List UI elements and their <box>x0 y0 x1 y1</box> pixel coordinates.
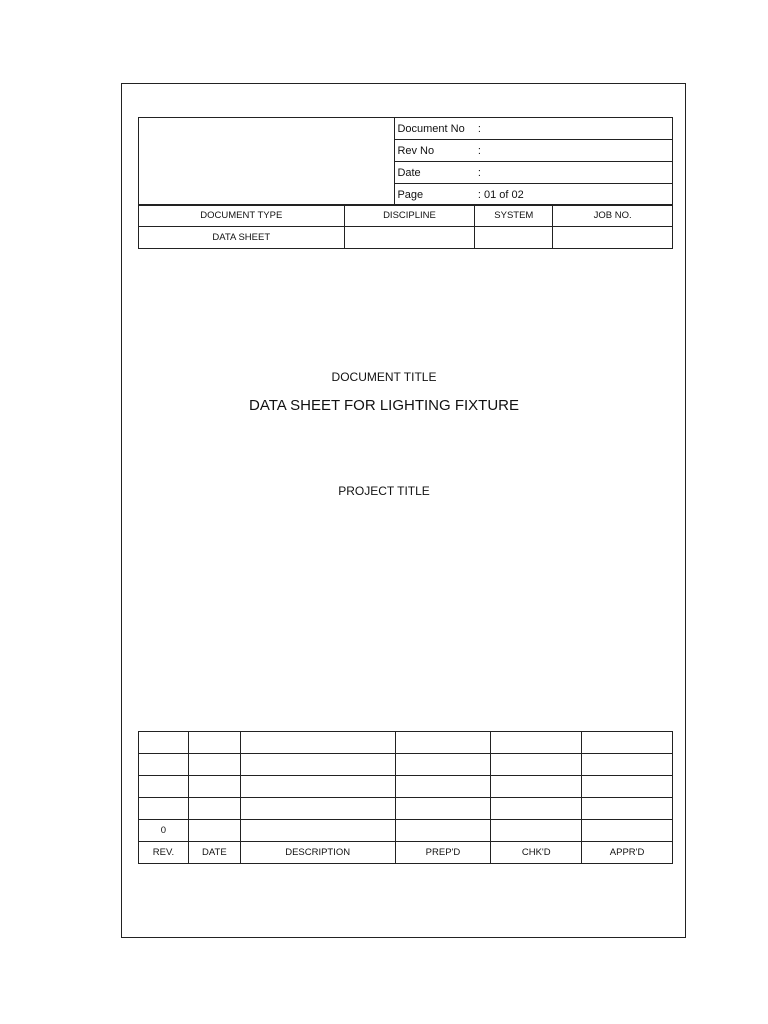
header-table <box>138 117 673 206</box>
prepd-cell <box>395 732 491 754</box>
apprd-header: APPR'D <box>582 842 673 864</box>
rev-cell <box>139 776 189 798</box>
revision-row <box>139 798 673 820</box>
page-value: : 01 of 02 <box>475 184 673 206</box>
date-cell <box>188 776 240 798</box>
job-no-value <box>553 227 673 249</box>
apprd-cell <box>582 798 673 820</box>
project-title: PROJECT TITLE <box>338 484 430 498</box>
system-header: SYSTEM <box>475 205 553 227</box>
discipline-header: DISCIPLINE <box>344 205 475 227</box>
prepd-cell <box>395 776 491 798</box>
apprd-cell <box>582 820 673 842</box>
rev-cell <box>139 754 189 776</box>
rev-no-value: : <box>475 140 673 162</box>
system-value <box>475 227 553 249</box>
chkd-header: CHK'D <box>491 842 582 864</box>
revision-table <box>138 731 673 864</box>
revision-row <box>139 732 673 754</box>
rev-cell <box>139 798 189 820</box>
discipline-value <box>344 227 475 249</box>
description-cell <box>240 732 395 754</box>
rev-cell: 0 <box>139 820 189 842</box>
chkd-cell <box>491 820 582 842</box>
prepd-cell <box>395 798 491 820</box>
prepd-cell <box>395 754 491 776</box>
prepd-cell <box>395 820 491 842</box>
chkd-cell <box>491 732 582 754</box>
description-cell <box>240 820 395 842</box>
job-no-header: JOB NO. <box>553 205 673 227</box>
prepd-header: PREP'D <box>395 842 491 864</box>
date-cell <box>188 820 240 842</box>
date-cell <box>188 798 240 820</box>
document-title-label: DOCUMENT TITLE <box>331 370 437 384</box>
document-no-value: : <box>475 118 673 140</box>
revision-row <box>139 776 673 798</box>
description-cell <box>240 776 395 798</box>
date-header: DATE <box>188 842 240 864</box>
rev-cell <box>139 732 189 754</box>
rev-header: REV. <box>139 842 189 864</box>
document-no-label: Document No <box>395 118 475 140</box>
revision-row <box>139 820 673 842</box>
apprd-cell <box>582 732 673 754</box>
revision-header-row <box>139 842 673 864</box>
logo-area <box>139 118 395 206</box>
chkd-cell <box>491 776 582 798</box>
date-label: Date <box>395 162 475 184</box>
document-title: DATA SHEET FOR LIGHTING FIXTURE <box>248 397 520 414</box>
date-cell <box>188 732 240 754</box>
document-type-value: DATA SHEET <box>139 227 345 249</box>
description-header: DESCRIPTION <box>240 842 395 864</box>
page-label: Page <box>395 184 475 206</box>
date-cell <box>188 754 240 776</box>
document-type-header: DOCUMENT TYPE <box>139 205 345 227</box>
chkd-cell <box>491 798 582 820</box>
classification-table <box>138 204 673 249</box>
description-cell <box>240 798 395 820</box>
date-value: : <box>475 162 673 184</box>
description-cell <box>240 754 395 776</box>
revision-row <box>139 754 673 776</box>
rev-no-label: Rev No <box>395 140 475 162</box>
chkd-cell <box>491 754 582 776</box>
apprd-cell <box>582 776 673 798</box>
apprd-cell <box>582 754 673 776</box>
